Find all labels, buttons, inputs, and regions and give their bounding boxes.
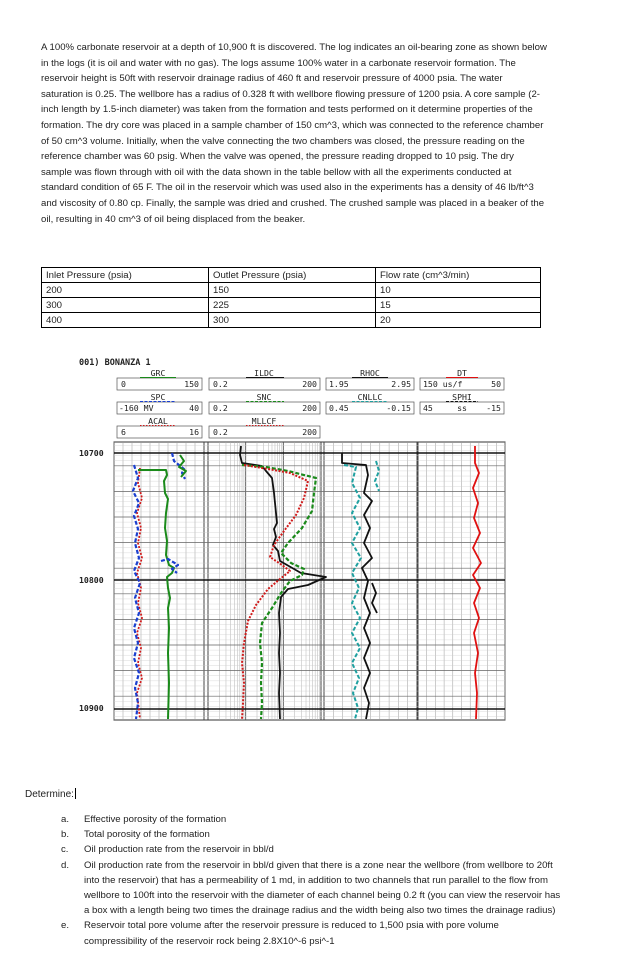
question-letter: e.: [61, 920, 70, 932]
curve-name-acal: ACAL: [148, 416, 168, 426]
table-row: [42, 298, 541, 313]
scale-max: -0.15: [386, 403, 411, 413]
list-item: [61, 858, 561, 919]
scale-max: 2.95: [391, 379, 411, 389]
table-row: [42, 283, 541, 298]
question-letter: c.: [61, 844, 69, 856]
scale-min: 0.2: [213, 403, 228, 413]
curve-name-mllcf: MLLCF: [251, 416, 277, 426]
table-cell: 225: [209, 298, 376, 313]
depth-label: 10700: [79, 448, 104, 458]
curve-name-sphi: SPHI: [452, 392, 472, 402]
table-cell: 15: [376, 298, 541, 313]
well-log-figure: [76, 353, 508, 723]
scale-max: 40: [189, 403, 199, 413]
question-text: Oil production rate from the reservoir in bbl/d given that there is a zone near the wellbore (from wellbore to 20ft into the reservoir) that has a permeability of 1 md, in addition to two channels that run parallel to the flow from wellbore to 100ft into the reservoir with the diameter of each channel being 0.2 ft (you can view the reservoir has a box with a length being two times the drainage radius and the width being also two times the drainage radius): [84, 859, 561, 917]
curve-name-snc: SNC: [256, 392, 272, 402]
curve-name-spc: SPC: [150, 392, 166, 402]
table-cell: 150: [209, 283, 376, 298]
table-cell: 400: [42, 313, 209, 328]
scale-max: 150: [184, 379, 199, 389]
scale-min: 0.2: [213, 427, 228, 437]
question-text: Oil production rate from the reservoir in bbl/d: [84, 844, 274, 856]
table-row: [42, 313, 541, 328]
scale-min: 6: [121, 427, 126, 437]
table-header-cell: Flow rate (cm^3/min): [376, 268, 541, 283]
scale-max: 16: [189, 427, 199, 437]
table-header-row: [42, 268, 541, 283]
scale-max: 200: [302, 427, 317, 437]
question-text: Effective porosity of the formation: [84, 814, 227, 825]
question-letter: b.: [61, 829, 70, 841]
scale-min: 1.95: [329, 379, 349, 389]
question-text: Total porosity of the formation: [84, 829, 210, 841]
question-text: Reservoir total pore volume after the reservoir pressure is reduced to 1,500 psia with pore volume compressibility of the reservoir rock being 2.8X10^-6 psi^-1: [84, 920, 499, 947]
scale-max: -15: [486, 403, 501, 413]
text-cursor: [75, 788, 76, 799]
scale-min: 0: [121, 379, 126, 389]
list-item: [61, 842, 561, 857]
scale-max: 200: [302, 379, 317, 389]
list-item: [61, 918, 561, 948]
list-item: [61, 827, 561, 842]
scale-min: -160 MV: [119, 403, 154, 413]
scale-min: 150 us/f: [423, 379, 463, 389]
table-cell: 200: [42, 283, 209, 298]
depth-label: 10900: [79, 703, 104, 713]
question-letter: d.: [61, 859, 70, 871]
question-letter: a.: [61, 814, 70, 825]
table-cell: 300: [209, 313, 376, 328]
flow-data-table: [41, 267, 541, 328]
table-header-cell: Inlet Pressure (psia): [42, 268, 209, 283]
curve-name-grc: GRC: [150, 368, 166, 378]
scale-max: 200: [302, 403, 317, 413]
table-cell: 20: [376, 313, 541, 328]
scale-max: 50: [491, 379, 501, 389]
question-list: [61, 812, 561, 949]
curve-name-ildc: ILDC: [254, 368, 274, 378]
table-header-cell: Outlet Pressure (psia): [209, 268, 376, 283]
well-name: 001) BONANZA 1: [79, 358, 151, 368]
scale-min: 45: [423, 403, 433, 413]
determine-label: Determine:: [25, 789, 74, 800]
curve-unit-sphi: ss: [457, 403, 467, 413]
table-cell: 10: [376, 283, 541, 298]
scale-min: 0.45: [329, 403, 349, 413]
determine-heading: [25, 788, 76, 800]
list-item: [61, 812, 561, 827]
scale-min: 0.2: [213, 379, 228, 389]
problem-statement: A 100% carbonate reservoir at a depth of 10,900 ft is discovered. The log indicates an oil-bearing zone as shown below in the logs (it is oil and water with no gas). The logs assume 100% water in a carbonate reservoir formation. The reservoir height is 50ft with reservoir drainage radius of 460 ft and reservoir pressure of 4000 psia. The water saturation is 0.25. The wellbore has a radius of 0.328 ft with wellbore flowing pressure of 1200 psia. A core sample (2-inch length by 1.5-inch diameter) was taken from the formation and tests performed on it determine properties of the formation. The dry core was placed in a sample chamber of 150 cm^3, which was connected to the reference chamber of 50 cm^3 volume. Initially, when the valve connecting the two chambers was closed, the pressure reading on the reference chamber was 60 psig. When the valve was opened, the pressure reading dropped to 10 psig. The dry sample was flown through with oil with the data shown in the table bellow with all the experiments conducted at standard condition of 65 F. The oil in the reservoir which was used also in the experiments has a density of 46 lb/ft^3 and viscosity of 0.80 cp. Finally, the sample was dried and crushed. The crushed sample was placed in a beaker of the oil, resulting in 40 cm^3 of oil being displaced from the beaker.: [41, 42, 547, 225]
curve-name-dt: DT: [457, 368, 467, 378]
depth-label: 10800: [79, 575, 104, 585]
curve-name-cnllc: CNLLC: [357, 392, 383, 402]
table-cell: 300: [42, 298, 209, 313]
curve-name-rhoc: RHOC: [360, 368, 380, 378]
